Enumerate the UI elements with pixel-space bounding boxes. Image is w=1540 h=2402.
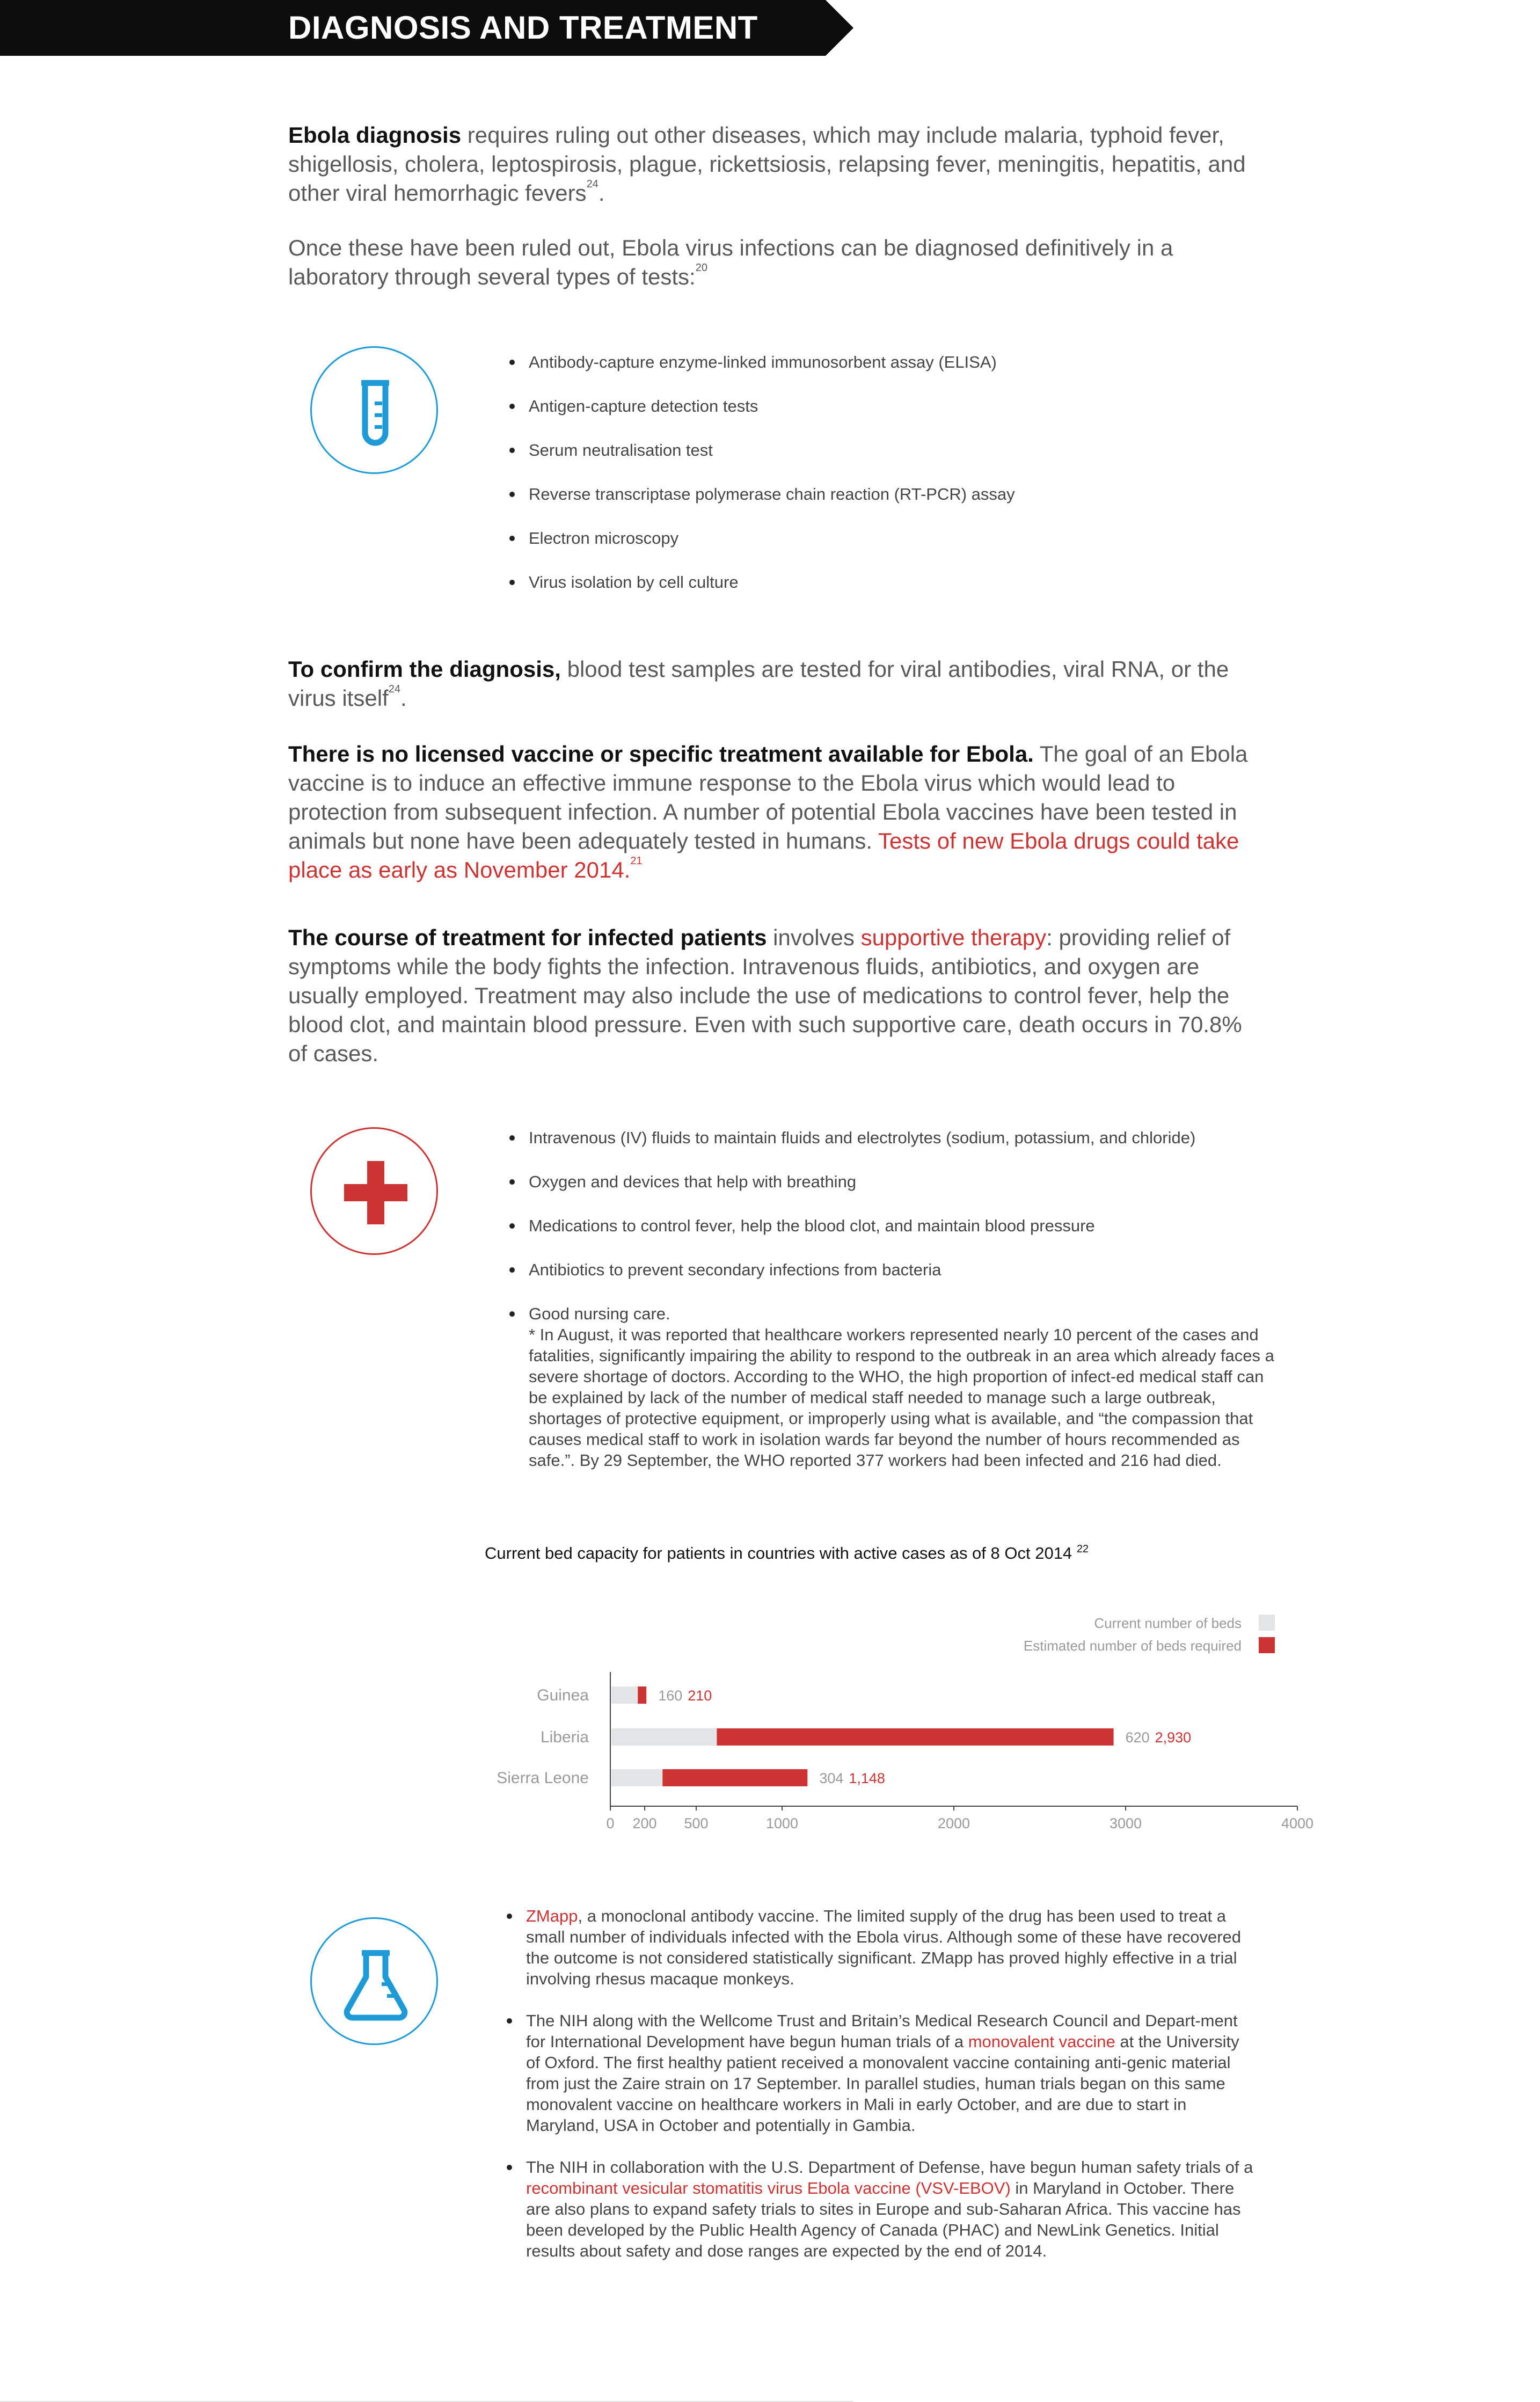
- vaccine-bold: There is no licensed vaccine or specific treatment available for Ebola.: [288, 741, 1034, 766]
- bar-required-beds: [638, 1686, 646, 1704]
- bar-current-beds: [611, 1769, 662, 1786]
- confirm-end: .: [400, 685, 407, 711]
- x-tick-label: 500: [684, 1815, 709, 1831]
- bar-required-beds: [662, 1769, 807, 1786]
- intro-paragraph-1: [288, 121, 1254, 208]
- list-item: [505, 2010, 1256, 2136]
- course-bold: The course of treatment for infected patients: [288, 925, 767, 950]
- reference-number: 24: [586, 178, 599, 190]
- confirm-paragraph: [288, 655, 1254, 713]
- x-tick-label: 0: [606, 1815, 615, 1831]
- data-label-required: 2,930: [1155, 1729, 1192, 1746]
- list-item: [507, 1303, 1275, 1471]
- treatment-list: [507, 1127, 1275, 1471]
- legend-swatch: [1259, 1637, 1275, 1653]
- vaccine-item-highlight: recombinant vesicular stomatitis virus Ebola vaccine (VSV-EBOV): [526, 2179, 1011, 2197]
- x-tick-label: 2000: [937, 1815, 970, 1831]
- confirm-text: blood test samples are tested for viral antibodies, viral RNA, or the virus itself: [288, 656, 1229, 711]
- treatment-course-paragraph: [288, 923, 1254, 1068]
- vaccine-item-text: , a monoclonal antibody vaccine. The limited supply of the drug has been used to treat a small number of individuals infected with the Ebola virus. Although some of these have recovered the outcome is not considered statistically significant. ZMapp has proved highly effective in a trial involving rhesus macaque monkeys.: [526, 1907, 1242, 1988]
- data-label-required: 1,148: [849, 1770, 885, 1786]
- course-text-2: : providing relief of symptoms while the body fights the infection. Intravenous fluids, antibiotics, and oxygen are usually employed. Treatment may also include the use of medications to control fever, help the blood clot, and maintain blood pressure. Even with such supportive care, death occurs in 70.8% of cases.: [288, 925, 1242, 1066]
- data-label-current: 620: [1125, 1729, 1150, 1746]
- list-item: Antigen-capture detection tests: [507, 396, 1259, 417]
- list-item: Antibiotics to prevent secondary infections from bacteria: [507, 1259, 1275, 1280]
- list-item: Electron microscopy: [507, 528, 1259, 549]
- reference-number: 22: [1076, 1543, 1089, 1555]
- intro-end: .: [598, 180, 605, 206]
- vaccine-item-highlight: monovalent vaccine: [968, 2032, 1115, 2051]
- section-banner: [0, 0, 853, 56]
- reference-number: 21: [630, 855, 643, 867]
- confirm-bold: To confirm the diagnosis,: [288, 656, 561, 682]
- data-label-current: 304: [819, 1770, 844, 1786]
- data-label-required: 210: [688, 1688, 712, 1704]
- legend-label: Estimated number of beds required: [1023, 1638, 1242, 1654]
- list-item: [505, 2157, 1256, 2261]
- list-item: Reverse transcriptase polymerase chain reaction (RT-PCR) assay: [507, 484, 1259, 505]
- list-item: Serum neutralisation test: [507, 440, 1259, 461]
- reference-number: 20: [695, 262, 707, 274]
- test-tube-icon: [310, 346, 438, 474]
- vaccine-text: The goal of an Ebola vaccine is to induce an effective immune response to the Ebola virus which would lead to protection from subsequent infection. A number of potential Ebola vaccines have been tested in animals but none have been adequately tested in humans.: [288, 741, 1248, 853]
- chart-title-text: Current bed capacity for patients in countries with active cases as of 8 Oct 2014: [485, 1544, 1072, 1563]
- list-item-text: Good nursing care.: [529, 1304, 670, 1323]
- x-tick-label: 3000: [1109, 1815, 1142, 1831]
- intro-paragraph-2: [288, 233, 1254, 291]
- x-tick-label: 1000: [765, 1815, 799, 1831]
- bar-required-beds: [717, 1728, 1113, 1746]
- bed-capacity-chart: [472, 1605, 1314, 1852]
- intro-text-2: Once these have been ruled out, Ebola virus infections can be diagnosed definitively in a laboratory through several types of tests:: [288, 235, 1173, 289]
- x-tick-label: 4000: [1281, 1815, 1314, 1831]
- reference-number: 24: [388, 683, 400, 695]
- vaccine-item-text: The NIH along with the Wellcome Trust and Britain’s Medical Research Council and Depart-ment for International Development have begun human trials of a: [526, 2011, 1238, 2051]
- data-label-current: 160: [658, 1688, 683, 1704]
- vaccine-item-highlight: ZMapp: [526, 1907, 578, 1925]
- list-item: Intravenous (IV) fluids to maintain fluids and electrolytes (sodium, potassium, and chloride): [507, 1127, 1275, 1148]
- list-item: Virus isolation by cell culture: [507, 572, 1259, 593]
- page-title: DIAGNOSIS AND TREATMENT: [288, 10, 758, 46]
- legend-label: Current number of beds: [1094, 1615, 1242, 1631]
- category-label: Liberia: [540, 1728, 589, 1746]
- list-item: Medications to control fever, help the blood clot, and maintain blood pressure: [507, 1215, 1275, 1236]
- intro-text: requires ruling out other diseases, which may include malaria, typhoid fever, shigellosis, cholera, leptospirosis, plague, rickettsiosis, relapsing fever, meningitis, hepatitis, and other viral hemorrhagic fevers: [288, 122, 1246, 206]
- x-tick-label: 200: [632, 1815, 657, 1831]
- vaccine-trials-list: [505, 1905, 1256, 2261]
- healthcare-workers-note: * In August, it was reported that healthcare workers represented nearly 10 percent of the cases and fatalities, significantly impairing the ability to respond to the outbreak in an area which already faces a severe shortage of doctors. According to the WHO, the high proportion of infect-ed medical staff can be explained by lack of the number of medical staff needed to manage such a large outbreak, shortages of protective equipment, or improperly using what is available, and “the compassion that causes medical staff to work in isolation wards far beyond the number of hours recommended as safe.”. By 29 September, the WHO reported 377 workers had been infected and 216 had died.: [529, 1325, 1274, 1470]
- list-item: Oxygen and devices that help with breathing: [507, 1171, 1275, 1192]
- diagnostic-tests-list: [507, 352, 1259, 593]
- category-label: Sierra Leone: [497, 1769, 589, 1787]
- vaccine-highlight: Tests of new Ebola drugs could take place as early as November 2014.: [288, 828, 1239, 882]
- category-label: Guinea: [537, 1686, 589, 1704]
- course-highlight: supportive therapy: [860, 925, 1047, 950]
- vaccine-item-text: in Maryland in October. There are also plans to expand safety trials to sites in Europe and sub-Saharan Africa. This vaccine has been developed by the Public Health Agency of Canada (PHAC) and NewLink Genetics. Initial results about safety and dose ranges are expected by the end of 2014.: [526, 2179, 1241, 2260]
- bar-current-beds: [611, 1728, 717, 1746]
- vaccine-paragraph: [288, 740, 1254, 885]
- flask-icon: [310, 1917, 438, 2045]
- red-cross-icon: [310, 1127, 438, 1255]
- vaccine-item-text: The NIH in collaboration with the U.S. Department of Defense, have begun human safety trials of a: [526, 2158, 1253, 2177]
- chart-title: [485, 1544, 1089, 1563]
- list-item: [505, 1905, 1256, 1989]
- bar-current-beds: [611, 1686, 638, 1704]
- list-item: Antibody-capture enzyme-linked immunosorbent assay (ELISA): [507, 352, 1259, 373]
- vaccine-item-text: at the University of Oxford. The first healthy patient received a monovalent vaccine containing anti-genic material from just the Zaire strain on 17 September. In parallel studies, human trials began on this same monovalent vaccine on healthcare workers in Mali in early October, and are due to start in Maryland, USA in October and potentially in Gambia.: [526, 2032, 1239, 2135]
- legend-swatch: [1259, 1615, 1275, 1631]
- course-text-1: involves: [767, 925, 861, 950]
- intro-bold: Ebola diagnosis: [288, 122, 462, 148]
